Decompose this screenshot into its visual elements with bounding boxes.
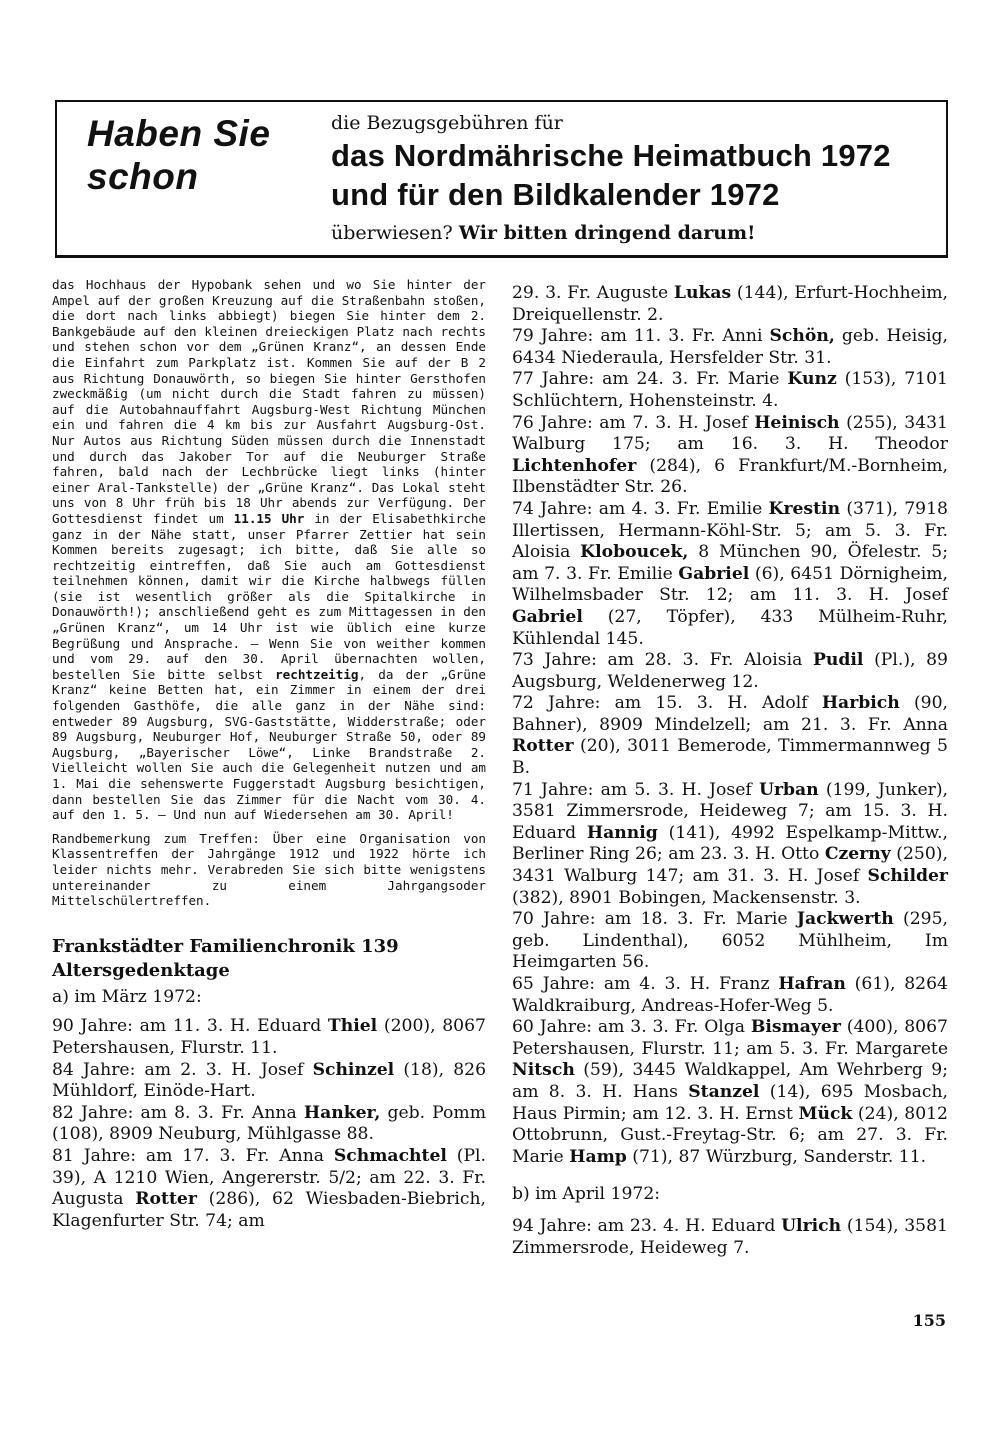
text-run: 60 Jahre: am 3. 3. Fr. Olga bbox=[512, 1017, 751, 1038]
text-run: 84 Jahre: am 2. 3. H. Josef bbox=[52, 1059, 313, 1080]
bold-name: Nitsch bbox=[512, 1060, 575, 1081]
bold-name: Hanker, bbox=[303, 1102, 381, 1123]
text-run: (141), 4992 Espelkamp-Mittw., Berliner Ring 26; am 23. 3. H. Otto bbox=[512, 822, 948, 865]
text-run: das Hochhaus der Hypobank sehen und wo Sie hinter der Ampel auf der großen Kreuzung auf die Straßenbahn stoßen, die dort nach links abbiegt) biegen Sie hinter dem 2. Bankgebäude auf den kleinen dreieckigen Platz nach rechts und stehen schon vor dem „Grünen Kranz“, an dessen Ende die Einfahrt zum Parkplatz ist. Kommen Sie auf der B 2 aus Richtung Donauwörth, so biegen Sie hinter Gersthofen zweckmäßig (um nicht durch die Stadt fahren zu müssen) auf die Autobahnauffahrt Augsburg-West Richtung München ein und fahren die 4 km bis zur Ausfahrt Augsburg-Ost. Nur Autos aus Richtung Süden müssen durch die Innenstadt und durch das Jakober Tor auf die Neuburger Straße fahren, bald nach der Lechbrücke liegt links (hinter einer Aral-Tankstelle) der „Grüne Kranz“. Das Lokal steht uns von 8 Uhr früh bis 18 Uhr abends zur Verfügung. Der Gottesdienst findet um bbox=[52, 277, 486, 526]
ad-intro-line: die Bezugsgebühren für bbox=[331, 112, 563, 134]
text-run: 79 Jahre: am 11. 3. Fr. Anni bbox=[512, 326, 770, 347]
birthday-entry bbox=[512, 499, 948, 650]
ad-headline-line1: Haben Sie bbox=[87, 113, 271, 154]
text-run: 81 Jahre: am 17. 3. Fr. Anna bbox=[52, 1145, 334, 1166]
text-run: (14), 695 Mosbach, Haus Pirmin; am 12. 3. H. Ernst bbox=[512, 1081, 948, 1124]
bold-name: Schmachtel bbox=[333, 1145, 447, 1166]
birthday-entry bbox=[52, 1060, 486, 1103]
text-run: (200), 8067 Petershausen, Flurstr. 11. bbox=[52, 1016, 486, 1058]
bold-name: Heinisch bbox=[754, 412, 840, 433]
bold-name: Harbich bbox=[821, 693, 900, 714]
bold-name: Lichtenhofer bbox=[512, 455, 637, 476]
bold-name: Bismayer bbox=[750, 1017, 841, 1038]
ad-title-bildkalender: und für den Bildkalender 1972 bbox=[331, 177, 780, 212]
text-run: 72 Jahre: am 15. 3. H. Adolf bbox=[512, 693, 822, 714]
text-run: (295, geb. Lindenthal), 6052 Mühlheim, Im Heimgarten 56. bbox=[512, 909, 948, 973]
birthday-entry bbox=[52, 1103, 486, 1146]
ad-headline-line2: schon bbox=[87, 156, 199, 197]
text-run: geb. Pomm (108), 8909 Neuburg, Mühlgasse 88. bbox=[52, 1102, 486, 1145]
bold-name: Gabriel bbox=[512, 606, 583, 627]
birthday-entry bbox=[512, 909, 948, 974]
ad-title bbox=[331, 136, 891, 214]
ad-closing-request: Wir bitten dringend darum! bbox=[458, 222, 756, 244]
margin-note-paragraph: Randbemerkung zum Treffen: Über eine Organisation von Klassentreffen der Jahrgänge 1912 und 1922 hörte ich leider nichts mehr. Verabreden Sie sich bitte wenigstens untereinander zu einem Jahrgangsoder Mittelschülertreffen. bbox=[52, 830, 486, 909]
text-run: (199, Junker), 3581 Zimmersrode, Heideweg 7; am 15. 3. H. Eduard bbox=[512, 779, 949, 843]
ad-headline bbox=[87, 112, 270, 198]
birthday-entry bbox=[512, 1216, 948, 1259]
bold-name: Czerny bbox=[824, 844, 891, 865]
text-run: 90 Jahre: am 11. 3. H. Eduard bbox=[52, 1016, 328, 1037]
text-run: (255), 3431 Walburg 175; am 16. 3. H. Theodor bbox=[512, 412, 948, 455]
section-title bbox=[52, 935, 486, 983]
text-run: in der Elisabethkirche ganz in der Nähe statt, unser Pfarrer Zettier hat sein Kommen bereits zugesagt; ich bitte, daß Sie alle so rechtzeitig eintreffen, daß Sie auch am Gottesdienst teilnehmen können, damit wir die Kirche halbwegs füllen (sie ist wesentlich größer als die Spitalkirche in Donauwörth!); anschließend geht es zum Mittagessen in den „Grünen Kranz“, um 14 Uhr ist wie üblich eine kurze Begrüßung und Ansprache. – Wenn Sie von weither kommen und vom 29. auf den 30. April übernachten wollen, bestellen Sie bitte selbst bbox=[52, 510, 487, 682]
birthday-entry bbox=[512, 326, 948, 369]
bold-name: Urban bbox=[758, 779, 819, 800]
birthday-entry bbox=[52, 1146, 486, 1232]
text-run: (27, Töpfer), 433 Mülheim-Ruhr, Kühlendal 145. bbox=[512, 606, 948, 649]
text-run: (18), 826 Mühldorf, Einöde-Hart. bbox=[52, 1059, 486, 1102]
ad-body bbox=[331, 110, 891, 250]
section-title-chronicle: Frankstädter Familienchronik 139 bbox=[52, 935, 399, 957]
birthday-entries-left bbox=[52, 1016, 486, 1232]
birthday-entry bbox=[512, 693, 948, 779]
ad-closing-question: überwiesen? bbox=[331, 222, 459, 244]
birthday-entry bbox=[512, 650, 948, 693]
text-run: 8 München 90, Öfelestr. 5; am 7. 3. Fr. Emilie bbox=[512, 542, 948, 584]
text-run: (6), 6451 Dörnigheim, Wilhelmsbader Str. 12; am 11. 3. H. Josef bbox=[512, 563, 948, 606]
text-run: (250), 3431 Walburg 147; am 31. 3. H. Josef bbox=[512, 844, 948, 887]
bold-name: rechtzeitig bbox=[275, 666, 359, 682]
birthday-entry bbox=[512, 369, 948, 412]
text-run: 77 Jahre: am 24. 3. Fr. Marie bbox=[512, 369, 788, 390]
text-run: 71 Jahre: am 5. 3. H. Josef bbox=[512, 779, 759, 800]
bold-name: Gabriel bbox=[678, 563, 750, 584]
subheading-march: a) im März 1972: bbox=[52, 986, 202, 1007]
text-run: , da der „Grüne Kranz“ keine Betten hat, ein Zimmer in einem der drei folgenden Gasthöfe, die alle ganz in der Nähe sind: entweder 89 Augsburg, SVG-Gaststätte, Widderstraße; oder 89 Augsburg, Neuburger Hof, Neuburger Straße 50, oder 89 Augsburg, „Bayerischer Löwe“, Linke Brandstraße 2. Vielleicht wollen Sie auch die Gelegenheit nutzen und am 1. Mai die sehenswerte Fuggerstadt Augsburg besichtigen, dann bestellen Sie das Zimmer für die Nacht vom 30. 4. auf den 1. 5. – Und nun auf Wiedersehen am 30. April! bbox=[52, 666, 487, 823]
text-run: (371), 7918 Illertissen, Hermann-Köhl-Str. 5; am 5. 3. Fr. Aloisia bbox=[512, 498, 948, 563]
text-run: 29. 3. Fr. Auguste bbox=[512, 283, 674, 303]
meeting-directions-paragraph bbox=[52, 277, 486, 823]
subheading-april: b) im April 1972: bbox=[512, 1184, 661, 1205]
text-run: (400), 8067 Petershausen, Flurstr. 11; am 5. 3. Fr. Margarete bbox=[512, 1017, 948, 1059]
advertisement-box bbox=[55, 100, 948, 258]
bold-name: Hamp bbox=[569, 1146, 627, 1167]
bold-name: Rotter bbox=[135, 1189, 197, 1210]
birthday-entry bbox=[512, 413, 948, 499]
text-run: (71), 87 Würzburg, Sanderstr. 11. bbox=[626, 1146, 927, 1167]
text-run: (90, Bahner), 8909 Mindelzell; am 21. 3. Fr. Anna bbox=[512, 693, 948, 735]
text-run: (59), 3445 Waldkappel, Am Wehrberg 9; am 8. 3. H. Hans bbox=[512, 1060, 948, 1102]
text-run: (20), 3011 Bemerode, Timmermannweg 5 B. bbox=[512, 736, 948, 779]
text-run: (153), 7101 Schlüchtern, Hohensteinstr. 4. bbox=[512, 369, 948, 411]
bold-name: Hannig bbox=[586, 822, 658, 843]
bold-name: Krestin bbox=[768, 498, 841, 519]
bold-name: Schön, bbox=[769, 326, 835, 347]
ad-title-heimatbuch: das Nordmährische Heimatbuch 1972 bbox=[331, 138, 891, 173]
text-run: (Pl. 39), A 1210 Wien, Angererstr. 5/2; am 22. 3. Fr. Augusta bbox=[52, 1145, 486, 1210]
bold-name: 11.15 Uhr bbox=[233, 510, 305, 526]
birthday-entries-april bbox=[512, 1216, 948, 1259]
bold-name: Rotter bbox=[512, 736, 574, 757]
bold-name: Pudil bbox=[812, 650, 864, 671]
text-run: (24), 8012 Ottobrunn, Gust.-Freytag-Str. 6; am 27. 3. Fr. Marie bbox=[512, 1103, 948, 1167]
text-run: 70 Jahre: am 18. 3. Fr. Marie bbox=[512, 909, 797, 930]
bold-name: Schilder bbox=[867, 866, 948, 887]
birthday-entry bbox=[512, 780, 948, 910]
text-run: (284), 6 Frankfurt/M.-Bornheim, Ilbenstädter Str. 26. bbox=[512, 455, 948, 498]
text-run: (144), Erfurt-Hochheim, Dreiquellenstr. 2. bbox=[512, 283, 948, 325]
birthday-list-left bbox=[52, 987, 486, 1233]
text-run: (154), 3581 Zimmersrode, Heideweg 7. bbox=[512, 1215, 948, 1258]
text-run: (61), 8264 Waldkraiburg, Andreas-Hofer-Weg 5. bbox=[512, 974, 948, 1016]
text-run: 73 Jahre: am 28. 3. Fr. Aloisia bbox=[512, 650, 813, 671]
bold-name: Mück bbox=[798, 1103, 853, 1124]
page-number: 155 bbox=[912, 1311, 946, 1330]
text-run: 94 Jahre: am 23. 4. H. Eduard bbox=[512, 1215, 782, 1236]
bold-name: Hafran bbox=[778, 974, 846, 994]
birthday-entry bbox=[512, 283, 948, 326]
bold-name: Thiel bbox=[327, 1016, 378, 1037]
birthday-entries-right bbox=[512, 283, 948, 1168]
text-run: (Pl.), 89 Augsburg, Weldenerweg 12. bbox=[512, 650, 948, 692]
bold-name: Stanzel bbox=[688, 1081, 760, 1102]
text-run: (286), 62 Wiesbaden-Biebrich, Klagenfurter Str. 74; am bbox=[52, 1189, 486, 1231]
bold-name: Klobоucek, bbox=[580, 542, 689, 563]
text-run: geb. Heisig, 6434 Niederaula, Hersfelder Str. 31. bbox=[512, 326, 948, 368]
text-run: 74 Jahre: am 4. 3. Fr. Emilie bbox=[512, 498, 769, 519]
bold-name: Ulrich bbox=[781, 1215, 842, 1236]
ad-closing-line bbox=[331, 216, 891, 250]
bold-name: Jackwerth bbox=[796, 909, 894, 930]
section-title-birthdays: Altersgedenktage bbox=[52, 959, 230, 981]
bold-name: Schinzel bbox=[312, 1059, 395, 1080]
text-run: 76 Jahre: am 7. 3. H. Josef bbox=[512, 412, 755, 433]
birthday-list-right bbox=[512, 283, 948, 1259]
birthday-entry bbox=[512, 1017, 948, 1168]
bold-name: Lukas bbox=[673, 283, 732, 303]
text-run: (382), 8901 Bobingen, Mackensenstr. 3. bbox=[512, 887, 861, 908]
left-column bbox=[52, 277, 486, 1232]
birthday-entry bbox=[52, 1016, 486, 1059]
birthday-entry bbox=[512, 974, 948, 1017]
right-column bbox=[512, 283, 948, 1259]
text-run: 65 Jahre: am 4. 3. H. Franz bbox=[512, 974, 779, 994]
bold-name: Kunz bbox=[787, 369, 837, 390]
text-run: 82 Jahre: am 8. 3. Fr. Anna bbox=[52, 1102, 304, 1123]
